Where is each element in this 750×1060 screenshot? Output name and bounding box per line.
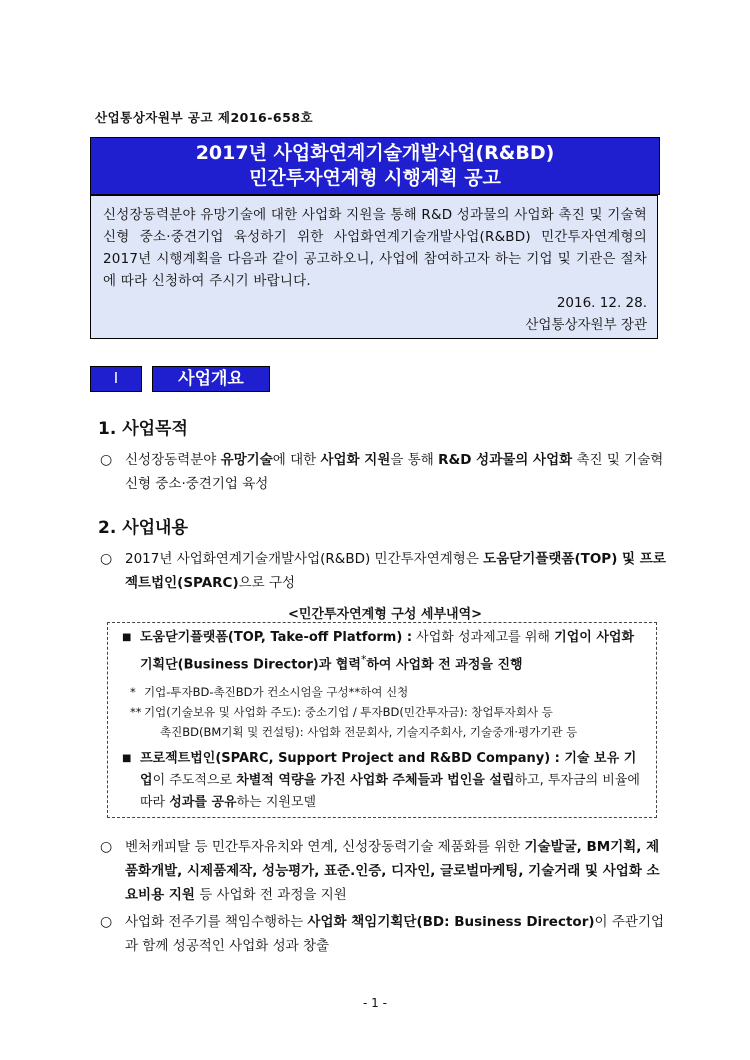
section-title: 사업개요 [152,366,270,392]
intro-text: 신성장동력분야 유망기술에 대한 사업화 지원을 통해 R&D 성과물의 사업화 촉진 및 기술혁신형 중소·중견기업 육성하기 위한 사업화연계기술개발사업(R&BD) 민간투자연계형의 2017년 시행계획을 다음과 같이 공고하오니, 사업에 참여하고자 하는 기업 및 기관은 절차에 따라 신청하여 주시기 바랍니다. [103,207,647,289]
title-line-2: 민간투자연계형 시행계획 공고 [249,167,501,189]
square-bullet-icon: ■ [122,632,132,643]
content-3-text: 사업화 전주기를 책임수행하는 사업화 책임기획단(BD: Business Director)이 주관기업과 함께 성공적인 사업화 성과 창출 [125,914,665,954]
footnote-mark: * [360,653,367,666]
sparc-item: ■ 프로젝트법인(SPARC, Support Project and R&BD Company) : 기술 보유 기업이 주도적으로 차별적 역량을 가진 사업화 주체들과 법인을 설립하고, 투자금의 비율에 따라 성과를 공유하는 지원모델 [120,748,646,814]
title-line-1: 2017년 사업화연계기술개발사업(R&BD) [195,142,555,164]
content-2-text: 벤처캐피탈 등 민간투자유치와 연계, 신성장동력기술 제품화를 위한 기술발굴, BM기획, 제품화개발, 시제품제작, 성능평가, 표준.인증, 디자인, 글로벌마케팅, 기술거래 및 사업화 소요비용 지원 등 사업화 전 과정을 지원 [125,839,660,903]
table-caption: <민간투자연계형 구성 세부내역> [287,607,483,622]
top-item: ■ 도움닫기플랫폼(TOP, Take-off Platform) : 사업화 성과제고를 위해 기업이 사업화 기획단(Business Director)과 협력*하여 사업화 전 과정을 진행 [120,627,646,676]
content-paragraph-3 [100,910,670,958]
detail-box [107,622,657,818]
square-bullet-icon: ■ [122,753,132,765]
content-1-text: 2017년 사업화연계기술개발사업(R&BD) 민간투자연계형은 도움닫기플랫폼(TOP) 및 프로젝트법인(SPARC)으로 구성 [125,551,666,591]
purpose-text: 신성장동력분야 유망기술에 대한 사업화 지원을 통해 R&D 성과물의 사업화 촉진 및 기술혁신형 중소·중견기업 육성 [125,452,664,492]
intro-signer: 산업통상자원부 장관 [525,317,647,333]
note-1: * 기업-투자BD-촉진BD가 컨소시엄을 구성**하여 신청 [130,685,409,700]
content-paragraph-2 [100,835,670,907]
circle-bullet-icon: ○ [100,452,113,468]
heading-purpose: 1. 사업목적 [98,419,188,439]
circle-bullet-icon: ○ [100,914,113,930]
notice-number: 산업통상자원부 공고 제2016-658호 [95,110,314,125]
note-2-cont: 촉진BD(BM기획 및 컨설팅): 사업화 전문회사, 기술지주회사, 기술중개·평가기관 등 [160,725,578,740]
page-number: - 1 - [363,996,387,1010]
circle-bullet-icon: ○ [100,551,113,567]
heading-content: 2. 사업내용 [98,518,188,538]
intro-date: 2016. 12. 28. [556,295,647,311]
document-title [90,137,660,195]
circle-bullet-icon: ○ [100,839,113,855]
intro-box [90,195,658,339]
note-2: ** 기업(기술보유 및 사업화 주도): 중소기업 / 투자BD(민간투자금): 창업투자회사 등 [130,705,553,720]
content-paragraph-1 [100,547,670,595]
section-number: Ⅰ [90,366,142,392]
purpose-paragraph [100,448,670,496]
